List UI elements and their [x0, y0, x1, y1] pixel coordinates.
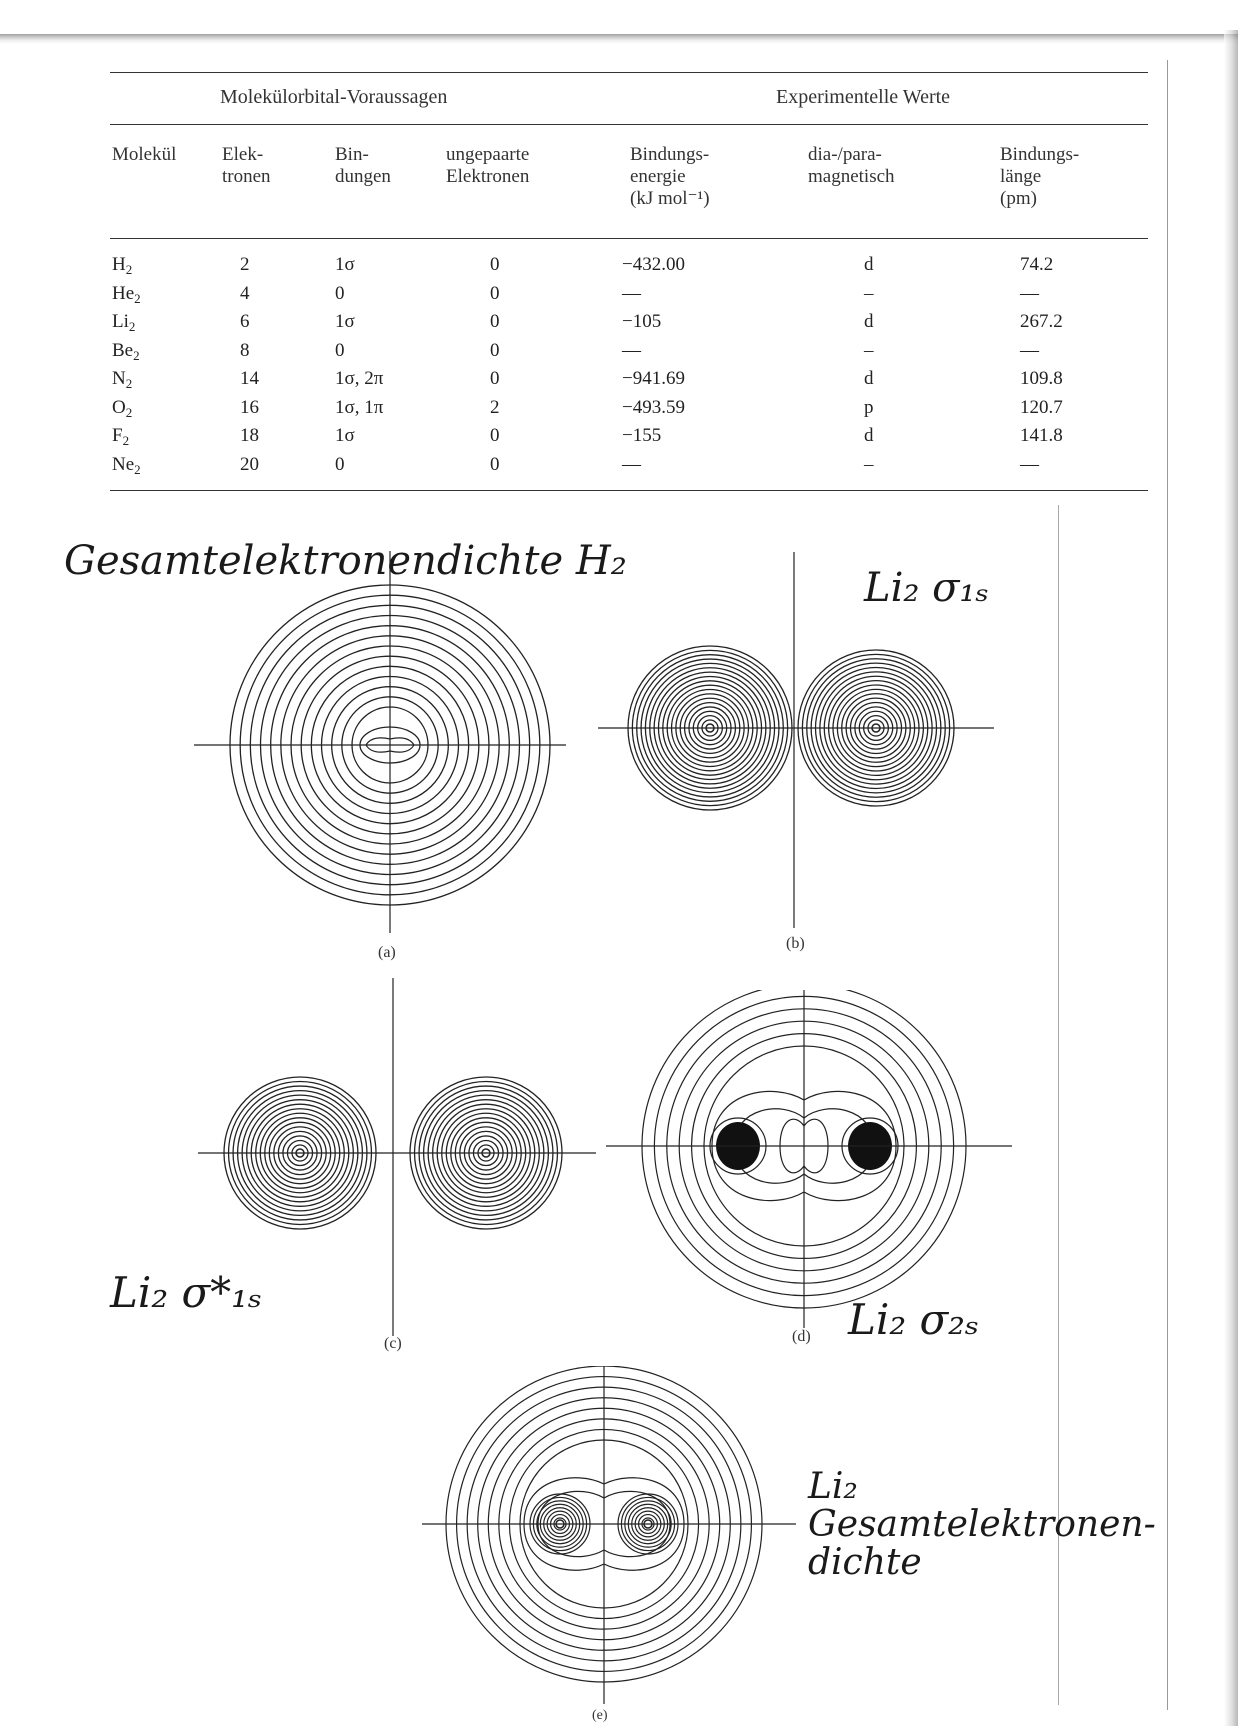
col-header-molecule: Molekül — [112, 144, 177, 165]
figure-caption-d: (d) — [792, 1328, 811, 1345]
col-header-bonds: Bin- dungen — [335, 144, 391, 187]
cell-molecule — [112, 311, 135, 335]
contour-plot-b — [598, 550, 998, 930]
cell-energy: −432.00 — [622, 254, 685, 275]
molecule-symbol: N — [112, 368, 126, 389]
cell-magnetic: – — [864, 282, 874, 304]
cell-length: — — [1020, 453, 1039, 475]
figure-caption-e: (e) — [592, 1708, 608, 1723]
cell-electrons: 6 — [240, 311, 250, 332]
col-header-unpaired: ungepaarte Elektronen — [446, 144, 530, 187]
cell-molecule — [112, 340, 140, 364]
cell-electrons: 14 — [240, 368, 259, 389]
scan-shadow-right — [1224, 30, 1238, 1726]
molecule-subscript: 2 — [133, 347, 140, 363]
figure-caption-c: (c) — [384, 1335, 402, 1352]
cell-molecule — [112, 368, 132, 392]
handwritten-note-c: Li₂ σ*₁ₛ — [110, 1268, 263, 1317]
cell-energy: — — [622, 453, 641, 475]
cell-unpaired: 0 — [490, 425, 500, 446]
group-rule-mo — [110, 124, 506, 125]
group-rule-exp — [600, 124, 1148, 125]
molecule-symbol: Li — [112, 311, 129, 332]
cell-electrons: 4 — [240, 282, 250, 304]
cell-length: 267.2 — [1020, 311, 1063, 332]
handwritten-note-e: Li₂ Gesamtelektronen- dichte — [808, 1466, 1156, 1583]
cell-bonds: 0 — [335, 453, 345, 475]
cell-unpaired: 0 — [490, 282, 500, 304]
cell-energy: −941.69 — [622, 368, 685, 389]
cell-energy: −155 — [622, 425, 662, 446]
col-header-length: Bindungs- länge (pm) — [1000, 144, 1080, 209]
figure-caption-b: (b) — [786, 935, 805, 952]
table-row — [110, 397, 1148, 423]
cell-bonds: 1σ — [335, 311, 355, 332]
col-header-energy: Bindungs- energie (kJ mol⁻¹) — [630, 144, 710, 209]
cell-bonds: 1σ, 1π — [335, 396, 384, 418]
group-header-mo: Molekülorbital-Voraussagen — [220, 86, 448, 108]
cell-electrons: 16 — [240, 396, 259, 418]
handwritten-note-b: Li₂ σ₁ₛ — [864, 565, 989, 611]
cell-molecule — [112, 425, 129, 449]
molecule-subscript: 2 — [134, 290, 141, 306]
cell-magnetic: – — [864, 453, 874, 475]
cell-length: 109.8 — [1020, 368, 1063, 389]
table-row — [110, 368, 1148, 394]
scan-shadow-top — [0, 34, 1238, 44]
molecule-subscript: 2 — [128, 319, 136, 334]
cell-bonds: 1σ, 2π — [335, 368, 384, 389]
molecule-symbol: F — [112, 425, 123, 446]
group-rule-gap — [506, 124, 600, 125]
cell-magnetic: d — [864, 254, 874, 275]
cell-electrons: 20 — [240, 453, 259, 475]
table-row — [110, 340, 1148, 366]
cell-magnetic: p — [864, 396, 874, 418]
molecule-subscript: 2 — [122, 433, 130, 448]
molecule-symbol: Be — [112, 339, 134, 361]
cell-length: 141.8 — [1020, 425, 1063, 446]
cell-electrons: 18 — [240, 425, 259, 446]
cell-magnetic: d — [864, 311, 874, 332]
molecule-subscript: 2 — [125, 262, 133, 277]
cell-bonds: 0 — [335, 282, 345, 304]
cell-unpaired: 0 — [490, 339, 500, 361]
molecule-subscript: 2 — [134, 461, 141, 477]
cell-length: 74.2 — [1020, 254, 1054, 275]
molecule-symbol: O — [112, 396, 126, 418]
cell-unpaired: 0 — [490, 368, 500, 389]
cell-energy: −493.59 — [622, 396, 685, 418]
scan-artifact-line — [1167, 60, 1168, 1710]
table-row — [110, 311, 1148, 337]
molecule-symbol: H — [112, 254, 126, 275]
table-bottom-rule — [110, 490, 1148, 491]
molecule-symbol: He — [112, 282, 135, 304]
cell-magnetic: – — [864, 339, 874, 361]
cell-length: 120.7 — [1020, 396, 1063, 418]
table-row — [110, 454, 1148, 480]
cell-length: — — [1020, 282, 1039, 304]
cell-electrons: 8 — [240, 339, 250, 361]
cell-bonds: 0 — [335, 339, 345, 361]
handwritten-note-d: Li₂ σ₂ₛ — [848, 1295, 980, 1344]
molecule-subscript: 2 — [125, 376, 133, 391]
cell-bonds: 1σ — [335, 254, 355, 275]
table-row — [110, 425, 1148, 451]
cell-unpaired: 0 — [490, 453, 500, 475]
cell-molecule — [112, 397, 132, 421]
handwritten-note-a: Gesamtelektronendichte H₂ — [64, 538, 627, 584]
cell-unpaired: 0 — [490, 254, 500, 275]
table-header-rule — [110, 238, 1148, 239]
cell-molecule — [112, 283, 141, 307]
col-header-magnetic: dia-/para- magnetisch — [808, 144, 895, 187]
cell-energy: — — [622, 282, 641, 304]
table-row — [110, 283, 1148, 309]
molecule-symbol: Ne — [112, 453, 135, 475]
cell-magnetic: d — [864, 368, 874, 389]
table-top-rule — [110, 72, 1148, 73]
figure-caption-a: (a) — [378, 944, 396, 961]
cell-energy: — — [622, 339, 641, 361]
cell-length: — — [1020, 339, 1039, 361]
cell-molecule — [112, 454, 141, 478]
table-row — [110, 254, 1148, 280]
contour-plot-d — [604, 990, 1014, 1330]
cell-unpaired: 0 — [490, 311, 500, 332]
col-header-electrons: Elek- tronen — [222, 144, 271, 187]
molecule-subscript: 2 — [125, 404, 133, 420]
cell-energy: −105 — [622, 311, 662, 332]
group-header-experimental: Experimentelle Werte — [776, 86, 951, 108]
cell-bonds: 1σ — [335, 425, 355, 446]
cell-molecule — [112, 254, 132, 278]
cell-magnetic: d — [864, 425, 874, 446]
contour-plot-a — [190, 545, 570, 935]
cell-electrons: 2 — [240, 254, 250, 275]
cell-unpaired: 2 — [490, 396, 500, 418]
contour-plot-e — [420, 1366, 800, 1706]
